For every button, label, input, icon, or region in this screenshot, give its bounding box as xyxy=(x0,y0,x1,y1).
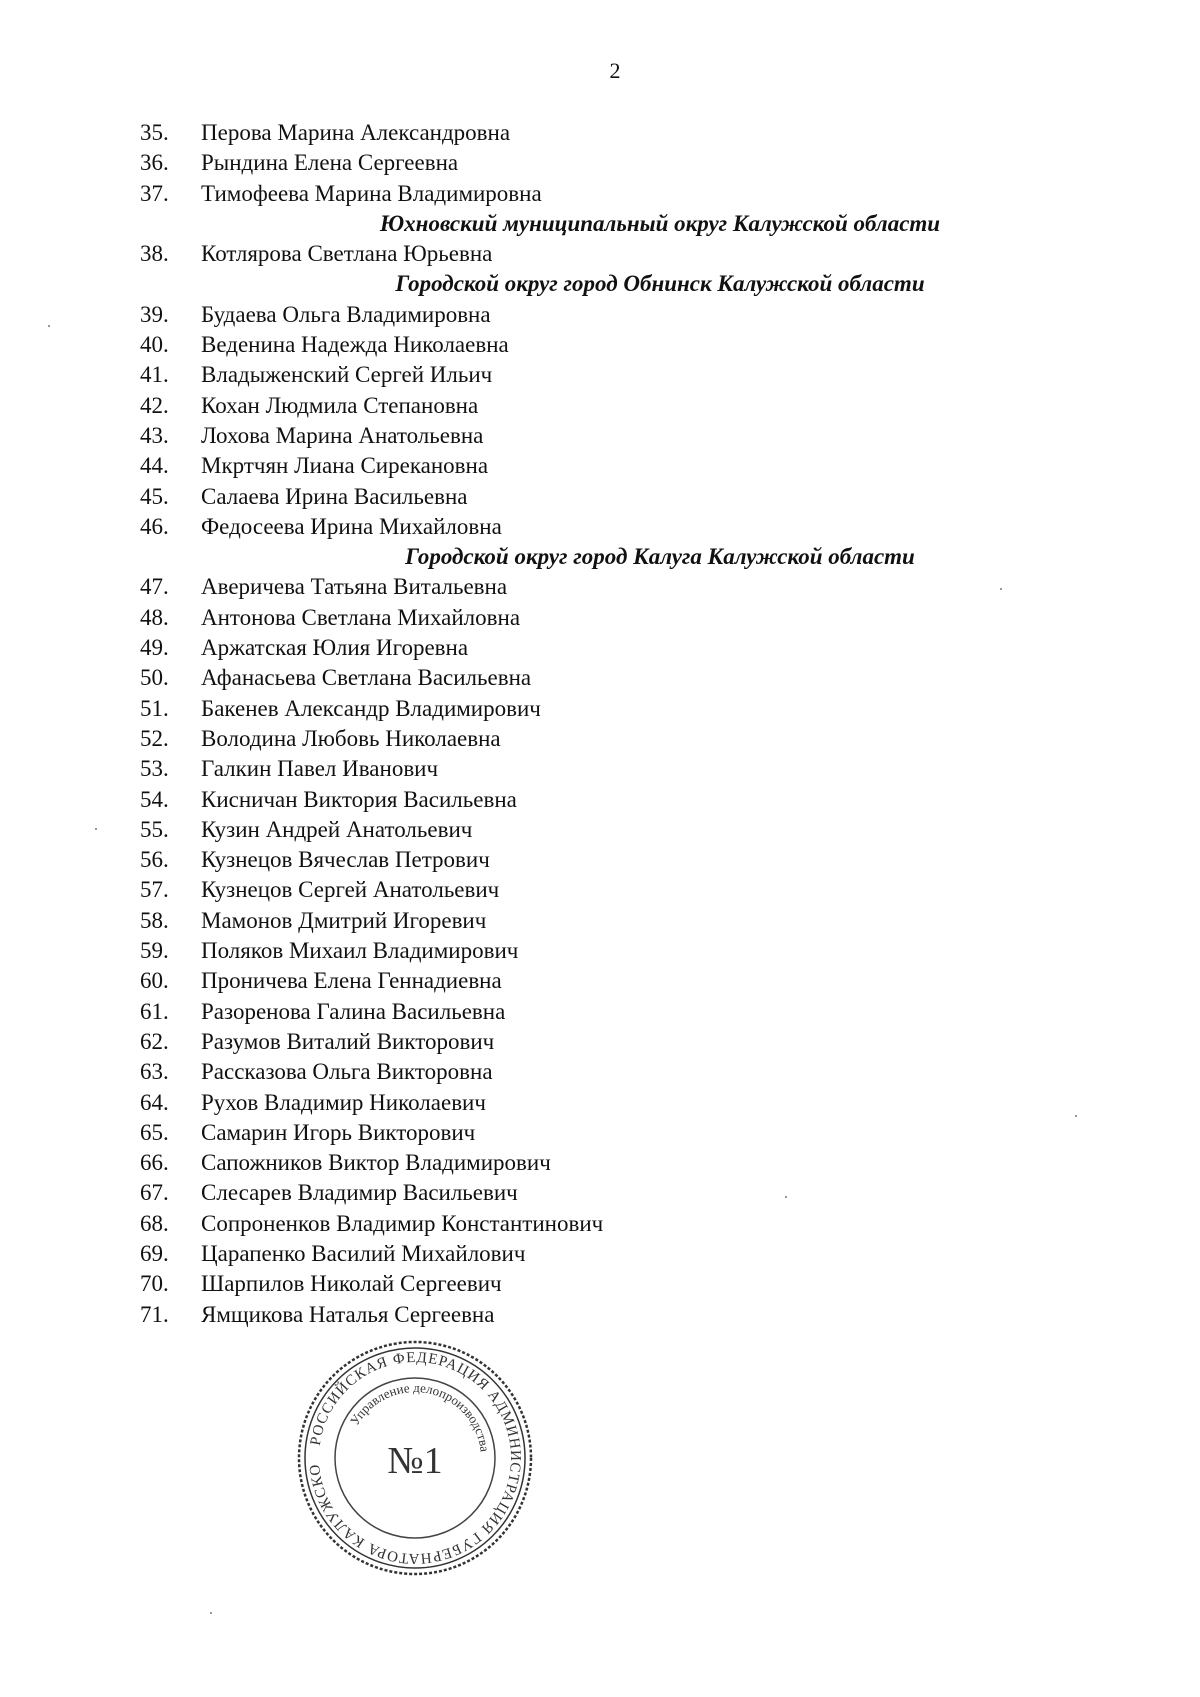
item-name: Самарин Игорь Викторович xyxy=(201,1119,476,1145)
item-number: 50. xyxy=(140,665,169,691)
item-number: 62. xyxy=(140,1028,169,1054)
item-name: Сопроненков Владимир Константинович xyxy=(201,1210,604,1236)
item-name: Аржатская Юлия Игоревна xyxy=(201,635,469,661)
item-name: Поляков Михаил Владимирович xyxy=(201,938,519,964)
list-item xyxy=(0,330,1200,360)
item-number: 52. xyxy=(140,725,169,751)
scan-speck xyxy=(95,828,97,830)
item-number: 35. xyxy=(140,120,169,145)
item-name: Ямщикова Наталья Сергеевна xyxy=(201,1301,495,1327)
list-item xyxy=(0,1088,1200,1118)
list-item xyxy=(0,1209,1200,1239)
item-name: Слесарев Владимир Васильевич xyxy=(201,1180,518,1206)
scan-speck xyxy=(1075,1115,1077,1117)
list-item xyxy=(0,663,1200,693)
scan-speck xyxy=(210,1612,212,1614)
list-item xyxy=(0,906,1200,936)
item-name: Бакенев Александр Владимирович xyxy=(201,695,541,721)
item-name: Афанасьева Светлана Васильевна xyxy=(201,665,532,691)
item-number: 67. xyxy=(140,1180,169,1206)
list-item xyxy=(0,754,1200,784)
list-item xyxy=(0,148,1200,178)
item-name: Федосеева Ирина Михайловна xyxy=(201,513,502,539)
list-item xyxy=(0,1148,1200,1178)
item-number: 44. xyxy=(140,453,169,479)
item-number: 41. xyxy=(140,362,169,388)
seal-inner-text: Управление делопроизводства xyxy=(346,1379,493,1453)
item-number: 65. xyxy=(140,1119,169,1145)
seal-center-text: №1 xyxy=(387,1440,443,1482)
item-number: 63. xyxy=(140,1059,169,1085)
item-name: Мкртчян Лиана Сирекановна xyxy=(201,453,489,479)
item-name: Рассказова Ольга Викторовна xyxy=(201,1059,493,1085)
item-name: Котлярова Светлана Юрьевна xyxy=(201,241,493,267)
item-name: Проничева Елена Геннадиевна xyxy=(201,968,502,994)
list-item xyxy=(0,875,1200,905)
item-number: 71. xyxy=(140,1301,169,1327)
list-item xyxy=(0,1178,1200,1208)
item-name: Шарпилов Николай Сергеевич xyxy=(201,1271,502,1297)
item-number: 47. xyxy=(140,574,169,600)
item-number: 48. xyxy=(140,604,169,630)
list-item xyxy=(0,603,1200,633)
list-item xyxy=(0,1027,1200,1057)
list-item xyxy=(0,724,1200,754)
list-item xyxy=(0,512,1200,542)
scan-speck xyxy=(1000,588,1002,590)
item-name: Разумов Виталий Викторович xyxy=(201,1028,495,1054)
item-number: 37. xyxy=(140,180,169,206)
item-number: 56. xyxy=(140,847,169,873)
item-number: 39. xyxy=(140,301,169,327)
list-item xyxy=(0,1239,1200,1269)
list-item xyxy=(0,1118,1200,1148)
item-name: Салаева Ирина Васильевна xyxy=(201,483,468,509)
item-name: Рындина Елена Сергеевна xyxy=(201,150,459,176)
item-name: Веденина Надежда Николаевна xyxy=(201,332,509,358)
item-name: Владыженский Сергей Ильич xyxy=(201,362,493,388)
seal-icon xyxy=(295,1338,535,1578)
item-number: 42. xyxy=(140,392,169,418)
item-number: 64. xyxy=(140,1089,169,1115)
list-item xyxy=(0,360,1200,390)
item-number: 45. xyxy=(140,483,169,509)
list-item xyxy=(0,966,1200,996)
item-number: 38. xyxy=(140,241,169,267)
item-name: Кузнецов Вячеслав Петрович xyxy=(201,847,490,873)
list-item xyxy=(0,633,1200,663)
item-number: 57. xyxy=(140,877,169,903)
list-item xyxy=(0,694,1200,724)
list-item xyxy=(0,300,1200,330)
item-name: Володина Любовь Николаевна xyxy=(201,725,501,751)
list-item xyxy=(0,936,1200,966)
list-item xyxy=(0,785,1200,815)
item-name: Аверичева Татьяна Витальевна xyxy=(201,574,508,600)
item-number: 60. xyxy=(140,968,169,994)
item-number: 43. xyxy=(140,422,169,448)
list-item xyxy=(0,451,1200,481)
item-name: Разоренова Галина Васильевна xyxy=(201,998,506,1024)
list-item xyxy=(0,1057,1200,1087)
item-number: 46. xyxy=(140,513,169,539)
item-number: 53. xyxy=(140,756,169,782)
item-number: 61. xyxy=(140,998,169,1024)
item-name: Мамонов Дмитрий Игоревич xyxy=(201,907,487,933)
item-name: Антонова Светлана Михайловна xyxy=(201,604,521,630)
item-number: 55. xyxy=(140,816,169,842)
item-name: Кохан Людмила Степановна xyxy=(201,392,479,418)
item-number: 36. xyxy=(140,150,169,176)
item-name: Тимофеева Марина Владимировна xyxy=(201,180,542,206)
list-item xyxy=(0,118,1200,148)
list-item xyxy=(0,997,1200,1027)
list-item xyxy=(0,239,1200,269)
section-heading: Юхновский муниципальный округ Калужской области xyxy=(379,210,941,236)
item-number: 49. xyxy=(140,635,169,661)
scan-speck xyxy=(48,325,50,327)
list-item xyxy=(0,482,1200,512)
list-item xyxy=(0,1269,1200,1299)
section-heading: Городской округ город Обнинск Калужской области xyxy=(395,271,925,297)
item-name: Перова Марина Александровна xyxy=(201,120,511,145)
list-item xyxy=(0,421,1200,451)
seal-outer-text: РОССИЙСКАЯ ФЕДЕРАЦИЯ АДМИНИСТРАЦИЯ ГУБЕРНАТОРА КАЛУЖСКО xyxy=(307,1349,524,1567)
list-item xyxy=(0,391,1200,421)
scan-speck xyxy=(785,1196,787,1198)
item-name: Сапожников Виктор Владимирович xyxy=(201,1150,551,1176)
page-number: 2 xyxy=(609,58,621,83)
item-name: Кузин Андрей Анатольевич xyxy=(201,816,473,842)
item-number: 40. xyxy=(140,332,169,358)
item-number: 58. xyxy=(140,907,169,933)
item-name: Галкин Павел Иванович xyxy=(201,756,439,782)
list-item xyxy=(0,815,1200,845)
item-name: Кисничан Виктория Васильевна xyxy=(201,786,517,812)
item-number: 51. xyxy=(140,695,169,721)
item-name: Будаева Ольга Владимировна xyxy=(201,301,491,327)
item-number: 59. xyxy=(140,938,169,964)
list-item xyxy=(0,179,1200,209)
item-number: 66. xyxy=(140,1150,169,1176)
list-item xyxy=(0,845,1200,875)
section-heading: Городской округ город Калуга Калужской области xyxy=(405,544,915,570)
item-name: Рухов Владимир Николаевич xyxy=(201,1089,486,1115)
official-seal xyxy=(295,1338,535,1578)
list-item xyxy=(0,572,1200,602)
item-name: Кузнецов Сергей Анатольевич xyxy=(201,877,500,903)
list-item xyxy=(0,1300,1200,1330)
item-number: 70. xyxy=(140,1271,169,1297)
item-number: 68. xyxy=(140,1210,169,1236)
item-number: 69. xyxy=(140,1240,169,1266)
item-name: Царапенко Василий Михайлович xyxy=(201,1240,526,1266)
item-name: Лохова Марина Анатольевна xyxy=(201,422,484,448)
item-number: 54. xyxy=(140,786,169,812)
name-list xyxy=(0,118,1200,1330)
